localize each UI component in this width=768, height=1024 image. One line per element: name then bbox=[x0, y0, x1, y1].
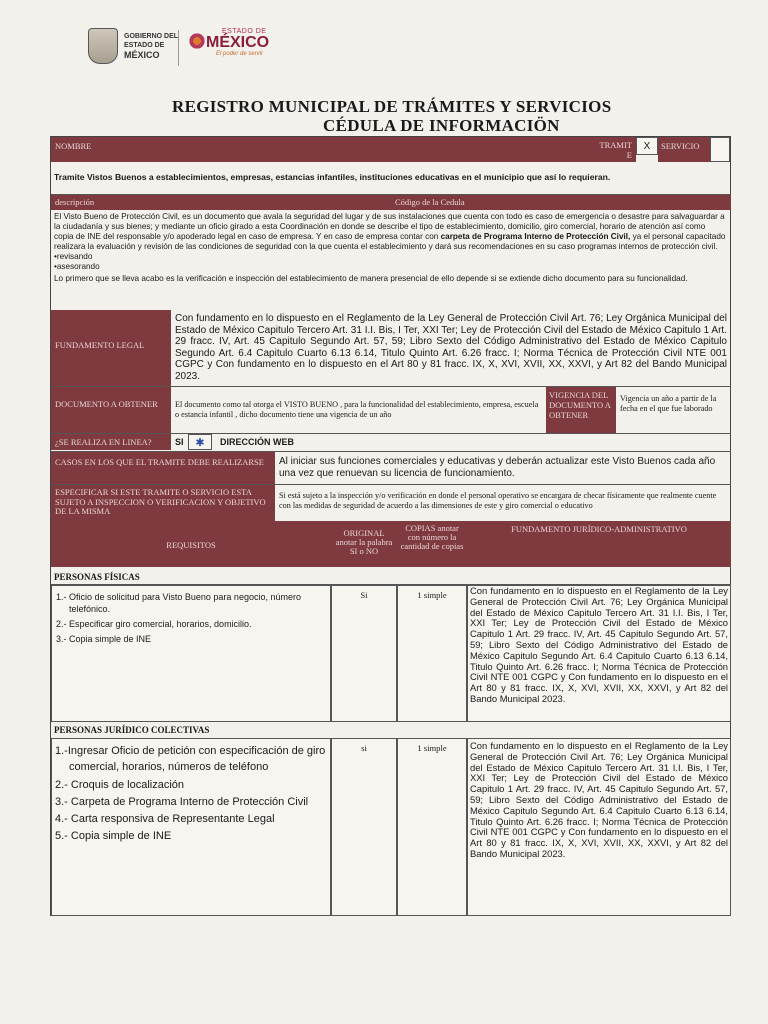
check-mark-icon: ✱ bbox=[195, 436, 205, 449]
fisicas-original: Si bbox=[360, 590, 368, 600]
fisicas-copias-cell bbox=[397, 585, 467, 722]
morales-original-cell bbox=[331, 738, 397, 916]
logo-left-line2: ESTADO DE bbox=[124, 41, 165, 49]
morales-requisitos-list bbox=[55, 743, 327, 844]
en-linea-label-text: ¿SE REALIZA EN LINEA? bbox=[55, 437, 152, 447]
fisicas-requisitos-list bbox=[56, 591, 326, 645]
logo-left-line3: MÉXICO bbox=[124, 49, 160, 60]
vigencia-text: Vigencia un año a partir de la fecha en el que fue laborado bbox=[620, 394, 717, 414]
morales-item: 4.- Carta responsiva de Representante Legal bbox=[55, 813, 275, 825]
documento-label bbox=[51, 387, 171, 433]
descripcion-part2: ya el personal capacitado realizara la evaluación y revisión de las condiciones de seguridad con la que cuenta el establecimiento y dará sus recomendaciones en su caso programas internos de protección civil. bbox=[54, 232, 726, 251]
morales-copias-cell bbox=[397, 738, 467, 916]
morales-copias: 1 simple bbox=[417, 743, 447, 753]
descripcion-bullet2: •asesorando bbox=[54, 262, 100, 271]
tramite-mark: X bbox=[643, 140, 651, 152]
fisicas-original-cell bbox=[331, 585, 397, 722]
en-linea-label bbox=[51, 434, 171, 450]
fundamento-legal-label bbox=[51, 310, 171, 386]
morales-item: 5.- Copia simple de INE bbox=[55, 830, 172, 842]
original-label: ORIGINAL anotar la palabra SI o NO bbox=[335, 528, 393, 556]
vigencia-label bbox=[546, 387, 616, 433]
inspeccion-label-text: ESPECIFICAR SI ESTE TRAMITE O SERVICIO ESTA SUJETO A INSPECCION O VERIFICACION Y OBJETIVO DE LA MISMA bbox=[55, 487, 266, 516]
logo-left-line1: GOBIERNO DEL bbox=[124, 32, 179, 40]
fisicas-item: 3.- Copia simple de INE bbox=[56, 634, 152, 644]
morales-item: 2.- Croquis de localización bbox=[55, 779, 185, 791]
morales-original: si bbox=[361, 743, 367, 753]
tramite-label bbox=[591, 137, 636, 162]
estado-mexico-logo bbox=[188, 28, 269, 57]
personas-morales-heading: PERSONAS JURÍDICO COLECTIVAS bbox=[54, 725, 210, 735]
en-linea-checkbox[interactable] bbox=[188, 434, 212, 450]
tramite-label-text: TRAMIT E bbox=[599, 140, 632, 160]
logo-divider bbox=[178, 30, 179, 66]
servicio-label bbox=[658, 137, 710, 162]
descripcion-bullet1: •revisando bbox=[54, 252, 93, 261]
logo-right-small: ESTADO DE bbox=[222, 28, 267, 35]
si-label: SI bbox=[175, 437, 184, 447]
requisitos-label: REQUISITOS bbox=[166, 540, 216, 550]
servicio-label-text: SERVICIO bbox=[661, 141, 700, 151]
page-subtitle: CÉDULA DE INFORMACIÖN bbox=[323, 116, 560, 135]
descripcion-bold: carpeta de Programa Interno de Protección Civil, bbox=[440, 232, 631, 241]
fundamento-legal-body: Con fundamento en lo dispuesto en el Reglamento de la Ley General de Protección Civil Art. 76; Ley Orgánica Municipal del Estado de México Capitulo Tercero Art. 31 I.I. Bis, I Ter, XXI Ter; Ley de Protección Civil del Estado de México Capitulo 1 Art. 29 fracc. IV, Art. 45 Capitulo Segundo Art. 57, 59; Libro Sexto del Código Administrativo del Estado de México Capitulo Segundo Art. 6.4 Capitulo Cuarto 6.13 6.14, Titulo Quinto Art. 6.26 fracc. I; Norma Técnica de Protección Civil NTE 001 CGPC y Con fundamento en lo dispuesto en el Art 80 y 81 fracc. IX, X, XVI, XVII, XX, XXVI, y Art 82 del Bando Municipal 2023. bbox=[175, 313, 727, 382]
inspeccion-label bbox=[51, 485, 275, 521]
nombre-label bbox=[51, 137, 591, 162]
fundamento-header-label: FUNDAMENTO JURÍDICO-ADMINISTRATIVO bbox=[511, 524, 687, 534]
page-title: REGISTRO MUNICIPAL DE TRÁMITES Y SERVICIOS bbox=[172, 97, 612, 116]
descripcion-text bbox=[54, 212, 726, 284]
nombre-label-text: NOMBRE bbox=[55, 141, 92, 151]
flower-icon bbox=[188, 32, 206, 50]
fisicas-item: 1.- Oficio de solicitud para Visto Bueno para negocio, número telefónico. bbox=[56, 592, 301, 614]
fundamento-legal-text: FUNDAMENTO LEGAL bbox=[55, 340, 145, 350]
morales-item: 3.- Carpeta de Programa Interno de Protección Civil bbox=[55, 796, 309, 808]
servicio-checkbox[interactable] bbox=[710, 137, 730, 162]
documento-label-text: DOCUMENTO A OBTENER bbox=[55, 399, 158, 409]
gobierno-logo bbox=[88, 28, 178, 64]
inspeccion-text: Si está sujeto a la inspección y/o verificación en donde el personal operativo se encargara de checar físicamente que realmente cuente con las medidas de seguridad de acuerdo a las dimensiones de este y giro comercial o educativo bbox=[279, 491, 717, 511]
tramite-checkbox[interactable] bbox=[636, 137, 658, 155]
casos-label bbox=[51, 452, 275, 484]
descripcion-label bbox=[51, 195, 391, 210]
descripcion-part3: Lo primero que se lleva acabo es la verificación e inspección del establecimiento de manera presencial de ello depende si se extiende dicho documento para su funcionalidad. bbox=[54, 274, 688, 283]
copias-label: COPIAS anotar con número la cantidad de copias bbox=[400, 523, 464, 551]
morales-item: 1.-Ingresar Oficio de petición con especificación de giro comercial, horarios, números de teléfono bbox=[55, 745, 326, 773]
fisicas-copias: 1 simple bbox=[417, 590, 447, 600]
descripcion-part1: El Visto Bueno de Protección Civil, es un documento que avala la seguridad del lugar y de sus instalaciones que cuenta con todo es caso de emergencia o desastre para salvaguardar a la ciudadanía y sus bienes; y mediante un oficio girado a esta Coordinación en donde se describe el tipo de establecimiento, domicilio, giro comercial, horario de atención así como copia de INE del responsable y/o apoderado legal en caso de empresa. Y en caso de empresa contar con bbox=[54, 212, 725, 241]
casos-text: Al iniciar sus funciones comerciales y educativas y deberán actualizar este Visto Buenos cada año una vez que renuevan su licencia de funcionamiento. bbox=[279, 456, 716, 479]
logo-right-big: MÉXICO bbox=[206, 34, 270, 51]
casos-label-text: CASOS EN LOS QUE EL TRAMITE DEBE REALIZARSE bbox=[55, 457, 264, 467]
logo-right-tag: El poder de servir bbox=[216, 51, 264, 57]
tramite-name: Tramite Vistos Buenos a establecimientos, empresas, estancias infantiles, instituciones educativas en el municipio que así lo requieran. bbox=[54, 172, 611, 182]
fisicas-fundamento: Con fundamento en lo dispuesto en el Reglamento de la Ley General de Protección Civil Art. 76; Ley Orgánica Municipal del Estado de México Capitulo Tercero Art. 31 I.I. Bis, I Ter, XXI Ter; Ley de Protección Civil del Estado de México Capitulo 1 Art. 29 fracc. IV, Art. 45 Capitulo Segundo Art. 57, 59; Libro Sexto del Código Administrativo del Estado de México Capitulo Segundo Art. 6.4 Capitulo Cuarto 6.13 6.14, Titulo Quinto Art. 6.26 fracc. I; Norma Técnica de Protección Civil NTE 001 CGPC y Con fundamento en lo dispuesto en el Art 80 y 81 fracc. IX, X, XVI, XVII, XX, XXVI, y Art 82 del Bando Municipal 2023. bbox=[470, 585, 728, 704]
documento-text: El documento como tal otorga el VISTO BUENO , para la funcionalidad del establecimiento, empresa, escuela o estancia infantil , dicho documento tiene una vigencia de un año bbox=[175, 400, 539, 420]
state-seal-icon bbox=[88, 28, 118, 64]
fisicas-item: 2.- Especificar giro comercial, horarios, domicilio. bbox=[56, 619, 252, 629]
personas-fisicas-heading: PERSONAS FÍSICAS bbox=[54, 572, 140, 582]
direccion-web-label: DIRECCIÓN WEB bbox=[220, 437, 294, 447]
descripcion-label-text: descripción bbox=[55, 197, 95, 207]
vigencia-label-text: VIGENCIA DEL DOCUMENTO A OBTENER bbox=[549, 390, 611, 420]
codigo-cedula-label bbox=[391, 195, 731, 210]
morales-fundamento: Con fundamento en lo dispuesto en el Reglamento de la Ley General de Protección Civil Art. 76; Ley Orgánica Municipal del Estado de México Capitulo Tercero Art. 31 I.I. Bis, I Ter, XXI Ter; Ley de Protección Civil del Estado de México Capitulo 1 Art. 29 fracc. IV, Art. 45 Capitulo Segundo Art. 57, 59; Libro Sexto del Código Administrativo del Estado de México Capitulo Segundo Art. 6.4 Capitulo Cuarto 6.13 6.14, Titulo Quinto Art. 6.26 fracc. I; Norma Técnica de Protección Civil NTE 001 CGPC y Con fundamento en lo dispuesto en el Art 80 y 81 fracc. IX, X, XVI, XVII, XX, XXVI, y Art 82 del Bando Municipal 2023. bbox=[470, 740, 728, 859]
codigo-cedula-text: Código de la Cedula bbox=[395, 197, 465, 207]
